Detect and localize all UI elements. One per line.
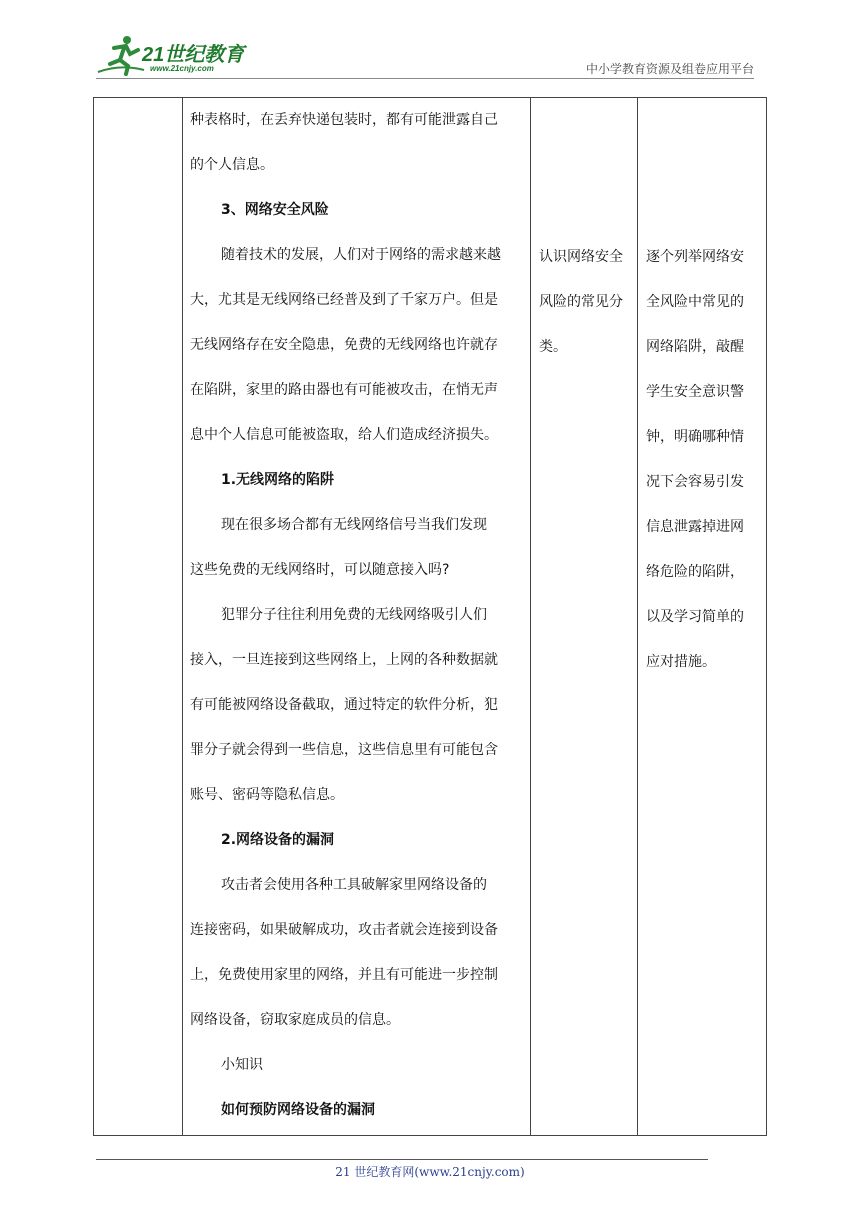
text-line: 如何预防网络设备的漏洞: [221, 1102, 375, 1118]
text-line: 逐个列举网络安: [646, 249, 744, 265]
page-header: [0, 0, 860, 80]
logo: [96, 34, 266, 78]
text-line: 犯罪分子往往利用免费的无线网络吸引人们: [221, 607, 487, 623]
text-line: 全风险中常见的: [646, 294, 744, 310]
design-intent-cell: [646, 235, 764, 685]
text-line: 学生安全意识警: [646, 384, 744, 400]
text-line: 钟，明确哪种情: [646, 429, 744, 445]
footer-source: 21 世纪教育网(www.21cnjy.com): [335, 1165, 525, 1179]
text-line: 连接密码，如果破解成功，攻击者就会连接到设备: [190, 922, 498, 938]
text-line: 况下会容易引发: [646, 474, 744, 490]
text-line: 息中个人信息可能被盗取，给人们造成经济损失。: [190, 427, 498, 443]
text-line: 这些免费的无线网络时，可以随意接入吗?: [190, 562, 450, 578]
text-line: 1.无线网络的陷阱: [221, 472, 335, 488]
column-divider: [637, 98, 638, 1135]
text-line: 种表格时，在丢弃快递包装时，都有可能泄露自己: [190, 112, 498, 128]
text-line: 罪分子就会得到一些信息，这些信息里有可能包含: [190, 742, 498, 758]
text-line: 现在很多场合都有无线网络信号当我们发现: [221, 517, 487, 533]
text-line: 无线网络存在安全隐患，免费的无线网络也许就存: [190, 337, 498, 353]
footer-divider: [96, 1159, 708, 1160]
text-line: 应对措施。: [646, 654, 716, 670]
text-line: 随着技术的发展，人们对于网络的需求越来越: [221, 247, 501, 263]
text-line: 以及学习简单的: [646, 609, 744, 625]
text-line: 络危险的陷阱，: [646, 564, 744, 580]
text-line: 攻击者会使用各种工具破解家里网络设备的: [221, 877, 487, 893]
header-platform-text: 中小学教育资源及组卷应用平台: [585, 62, 754, 76]
text-line: 类。: [539, 339, 567, 355]
text-line: 大，尤其是无线网络已经普及到了千家万户。但是: [190, 292, 498, 308]
text-line: 3、网络安全风险: [221, 202, 329, 218]
text-line: 在陷阱，家里的路由器也有可能被攻击，在悄无声: [190, 382, 498, 398]
logo-url: www.21cnjy.com: [150, 64, 214, 73]
header-divider: [96, 78, 754, 79]
text-line: 账号、密码等隐私信息。: [190, 787, 344, 803]
column-divider: [530, 98, 531, 1135]
text-line: 认识网络安全: [539, 249, 623, 265]
text-line: 上，免费使用家里的网络，并且有可能进一步控制: [190, 967, 498, 983]
text-line: 信息泄露掉进网: [646, 519, 744, 535]
text-line: 网络设备，窃取家庭成员的信息。: [190, 1012, 400, 1028]
text-line: 风险的常见分: [539, 294, 623, 310]
column-divider: [182, 98, 183, 1135]
text-line: 小知识: [221, 1057, 263, 1073]
text-line: 有可能被网络设备截取，通过特定的软件分析，犯: [190, 697, 498, 713]
text-line: 2.网络设备的漏洞: [221, 832, 335, 848]
teaching-content-cell: [190, 98, 528, 1133]
lesson-table: [93, 97, 767, 1136]
logo-title: 21世纪教育: [142, 44, 245, 66]
runner-logo-icon: [96, 34, 146, 78]
text-line: 的个人信息。: [190, 157, 274, 173]
text-line: 网络陷阱，敲醒: [646, 339, 744, 355]
text-line: 接入，一旦连接到这些网络上，上网的各种数据就: [190, 652, 498, 668]
learning-goal-cell: [539, 235, 635, 370]
